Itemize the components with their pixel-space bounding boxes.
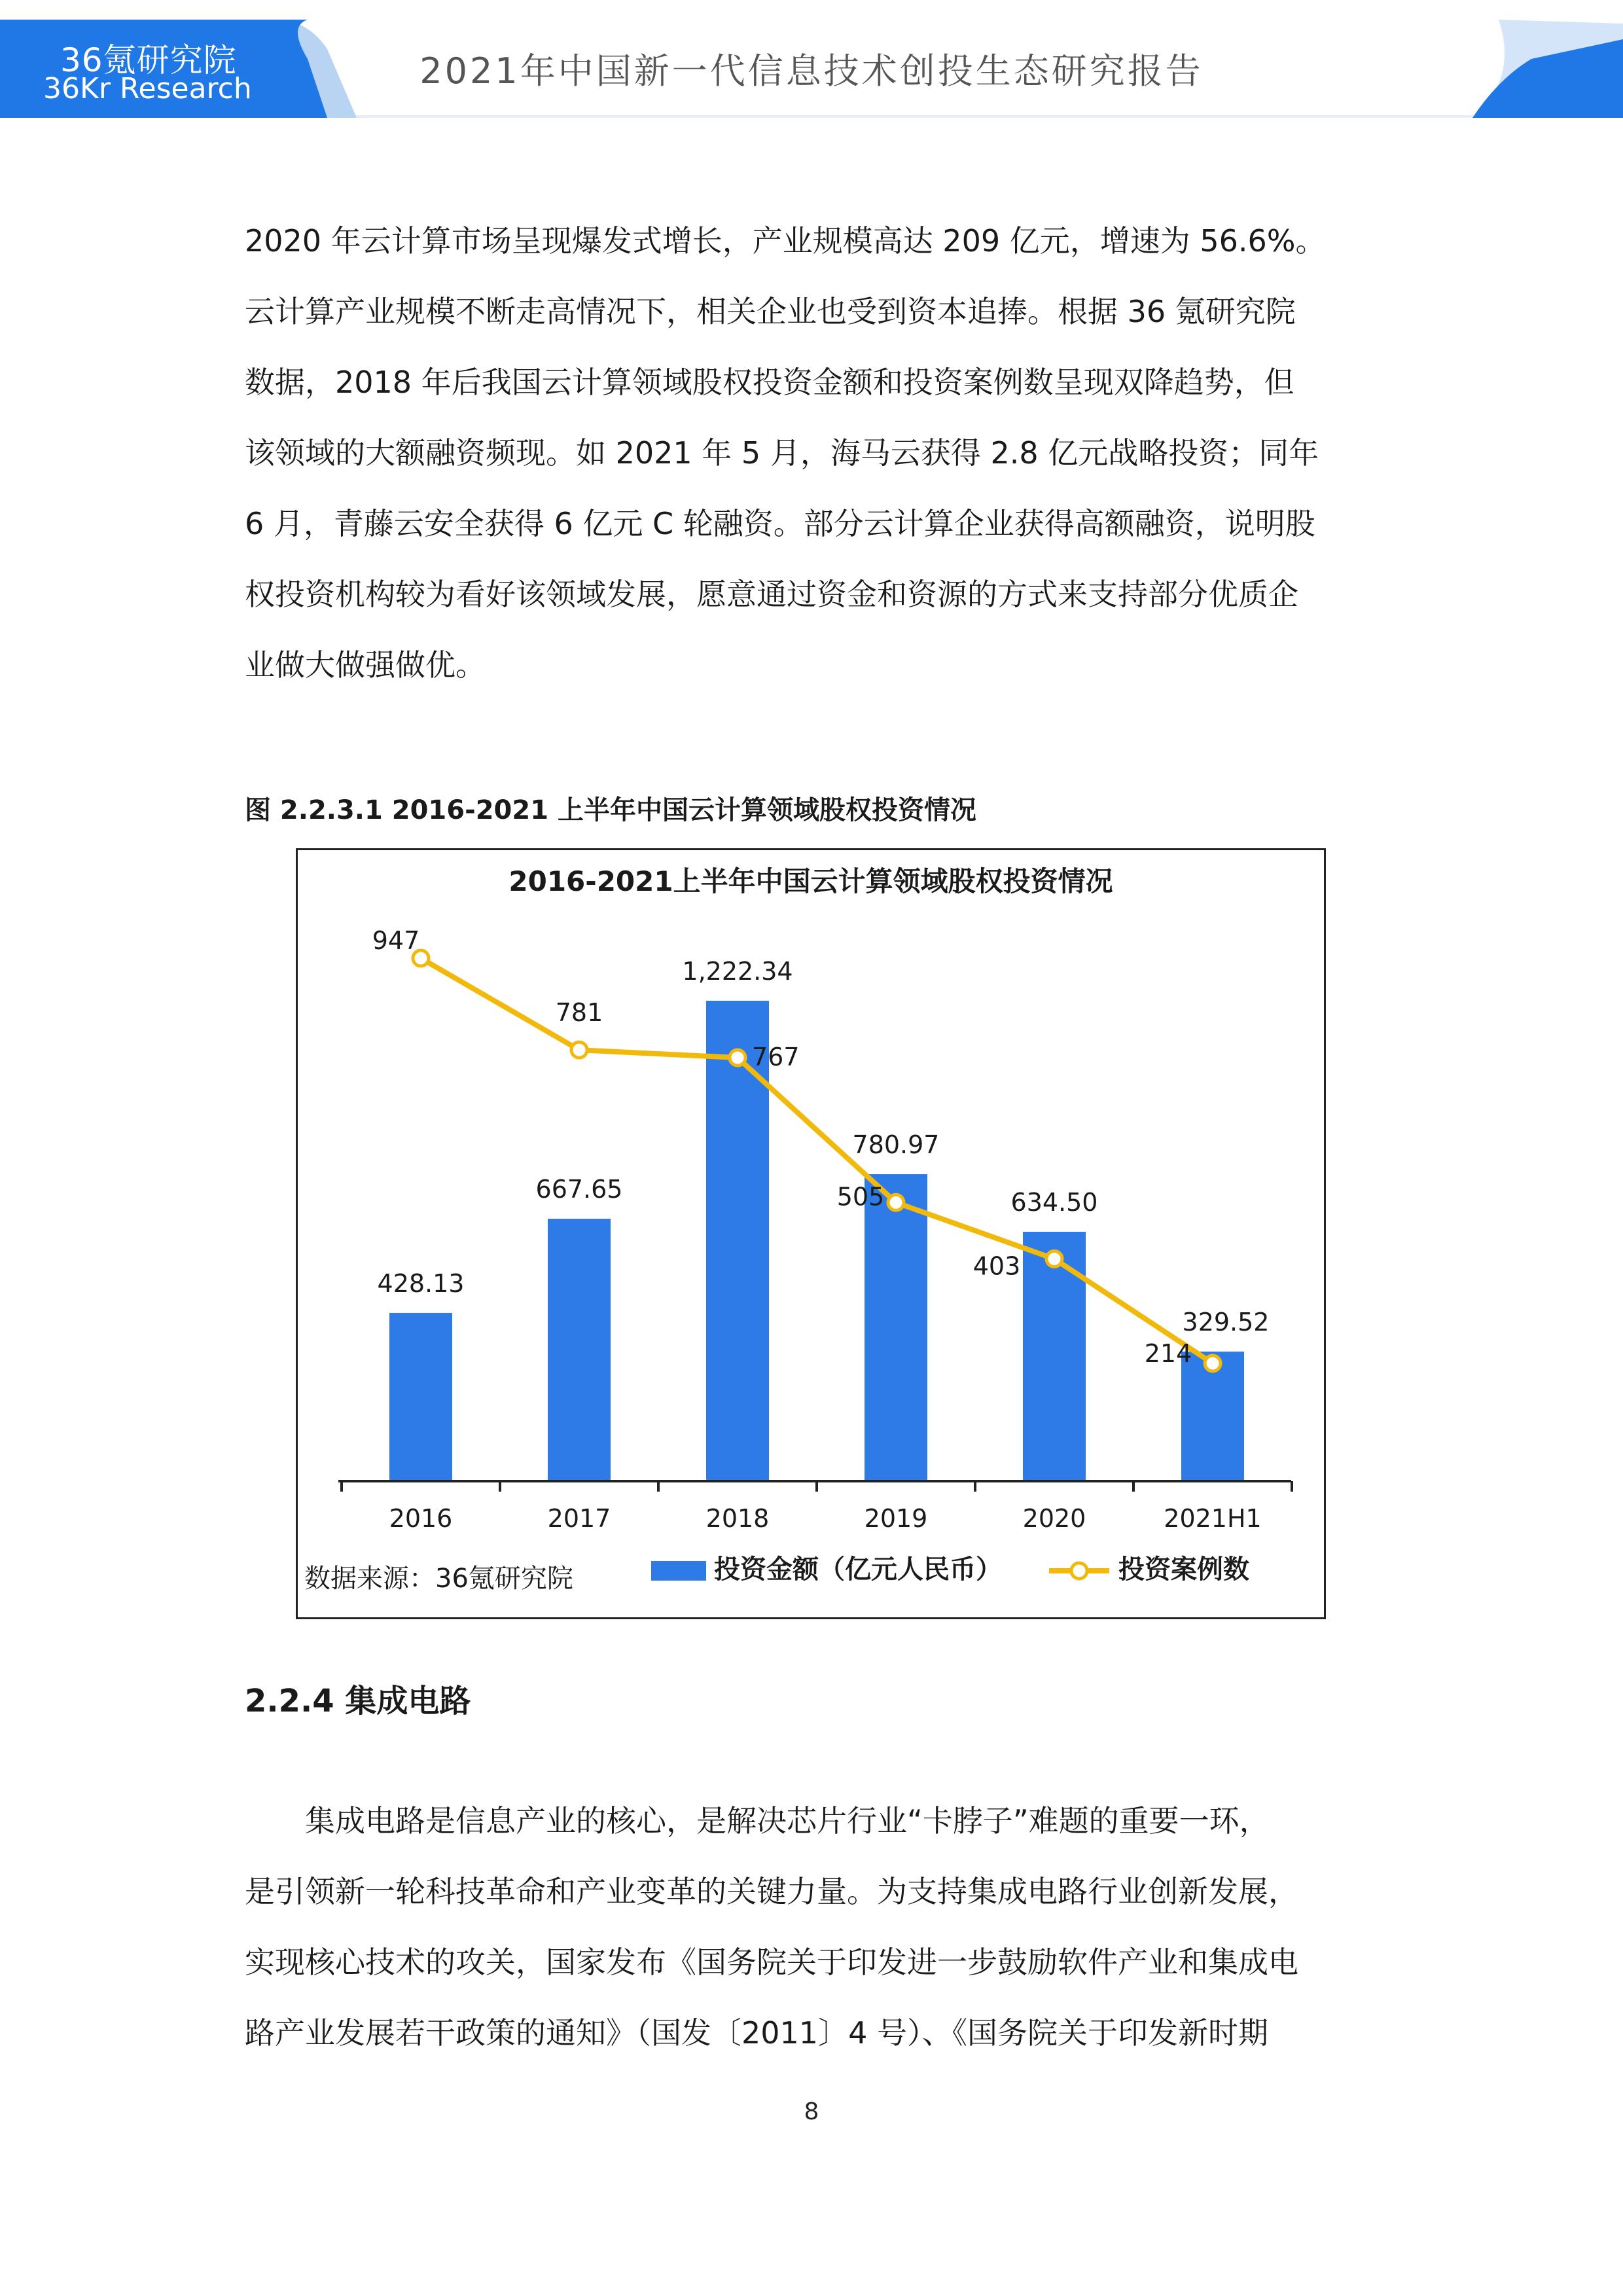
logo-chinese: 36氪研究院 bbox=[60, 41, 237, 79]
text-line: 6 月，青藤云安全获得 6 亿元 C 轮融资。部分云计算企业获得高额融资，说明股 bbox=[245, 506, 1315, 541]
text-line: 是引领新一轮科技革命和产业变革的关键力量。为支持集成电路行业创新发展， bbox=[245, 1874, 1298, 1909]
logo-english: 36Kr Research bbox=[43, 72, 252, 105]
x-axis-category-label: 2016 bbox=[389, 1504, 453, 1533]
x-axis-category-label: 2021H1 bbox=[1164, 1504, 1262, 1533]
paragraph-integrated-circuit bbox=[245, 1785, 1377, 2068]
x-axis-category-label: 2018 bbox=[705, 1504, 770, 1533]
line-point-marker bbox=[730, 1050, 745, 1066]
bar-value-label: 634.50 bbox=[1010, 1187, 1098, 1217]
line-value-label: 403 bbox=[972, 1251, 1021, 1281]
page-header bbox=[0, 0, 1623, 118]
text-line: 路产业发展若干政策的通知》（国发〔2011〕4 号）、《国务院关于印发新时期 bbox=[245, 2015, 1268, 2051]
report-title: 2021年中国新一代信息技术创投生态研究报告 bbox=[419, 50, 1204, 92]
text-line: 云计算产业规模不断走高情况下，相关企业也受到资本追捧。根据 36 氪研究院 bbox=[245, 294, 1296, 329]
data-source-note: 数据来源：36氪研究院 bbox=[304, 1564, 573, 1594]
figure-caption: 图 2.2.3.1 2016-2021 上半年中国云计算领域股权投资情况 bbox=[245, 795, 976, 825]
legend-swatch-marker bbox=[1071, 1563, 1087, 1579]
line-value-label: 214 bbox=[1144, 1339, 1192, 1368]
text-line: 2020 年云计算市场呈现爆发式增长，产业规模高达 209 亿元，增速为 56.6%。 bbox=[245, 223, 1326, 259]
investment-chart bbox=[298, 850, 1324, 1617]
paragraph-cloud-computing bbox=[245, 206, 1377, 700]
text-line: 该领域的大额融资频现。如 2021 年 5 月，海马云获得 2.8 亿元战略投资；同年 bbox=[245, 435, 1319, 471]
line-value-label: 947 bbox=[372, 926, 420, 955]
x-axis-category-label: 2017 bbox=[547, 1504, 611, 1533]
line-value-label: 505 bbox=[836, 1182, 885, 1211]
chart-frame bbox=[296, 848, 1326, 1619]
bar-investment-amount bbox=[865, 1174, 927, 1481]
legend-swatch-bar bbox=[651, 1561, 706, 1581]
line-point-marker bbox=[571, 1042, 587, 1058]
bar-value-label: 780.97 bbox=[852, 1130, 940, 1160]
bar-investment-amount bbox=[548, 1219, 611, 1481]
chart-title: 2016-2021上半年中国云计算领域股权投资情况 bbox=[508, 865, 1113, 897]
x-axis-category-label: 2020 bbox=[1022, 1504, 1086, 1533]
page-number: 8 bbox=[804, 2098, 819, 2125]
bar-investment-amount bbox=[1023, 1232, 1086, 1481]
line-point-marker bbox=[1046, 1251, 1062, 1266]
text-line: 集成电路是信息产业的核心，是解决芯片行业“卡脖子”难题的重要一环， bbox=[245, 1803, 1270, 1839]
bar-value-label: 1,222.34 bbox=[682, 957, 793, 986]
bar-investment-amount bbox=[706, 1001, 769, 1481]
bar-value-label: 329.52 bbox=[1182, 1308, 1270, 1337]
text-line: 实现核心技术的攻关，国家发布《国务院关于印发进一步鼓励软件产业和集成电 bbox=[245, 1945, 1298, 1980]
line-value-label: 781 bbox=[555, 998, 603, 1028]
legend-label-bar: 投资金额（亿元人民币） bbox=[714, 1554, 1002, 1585]
text-line: 业做大做强做优。 bbox=[245, 647, 486, 683]
bar-value-label: 428.13 bbox=[377, 1268, 465, 1298]
x-axis-category-label: 2019 bbox=[864, 1504, 928, 1533]
text-line: 数据，2018 年后我国云计算领域股权投资金额和投资案例数呈现双降趋势，但 bbox=[245, 365, 1294, 400]
section-heading: 2.2.4 集成电路 bbox=[245, 1683, 471, 1719]
line-value-label: 767 bbox=[752, 1043, 800, 1072]
line-investment-cases bbox=[421, 958, 1213, 1363]
bar-investment-amount bbox=[389, 1313, 452, 1481]
text-line: 权投资机构较为看好该领域发展，愿意通过资金和资源的方式来支持部分优质企 bbox=[245, 577, 1298, 612]
line-point-marker bbox=[888, 1194, 904, 1210]
bar-value-label: 667.65 bbox=[535, 1175, 623, 1204]
legend-label-line: 投资案例数 bbox=[1118, 1554, 1249, 1585]
line-point-marker bbox=[1205, 1355, 1221, 1371]
